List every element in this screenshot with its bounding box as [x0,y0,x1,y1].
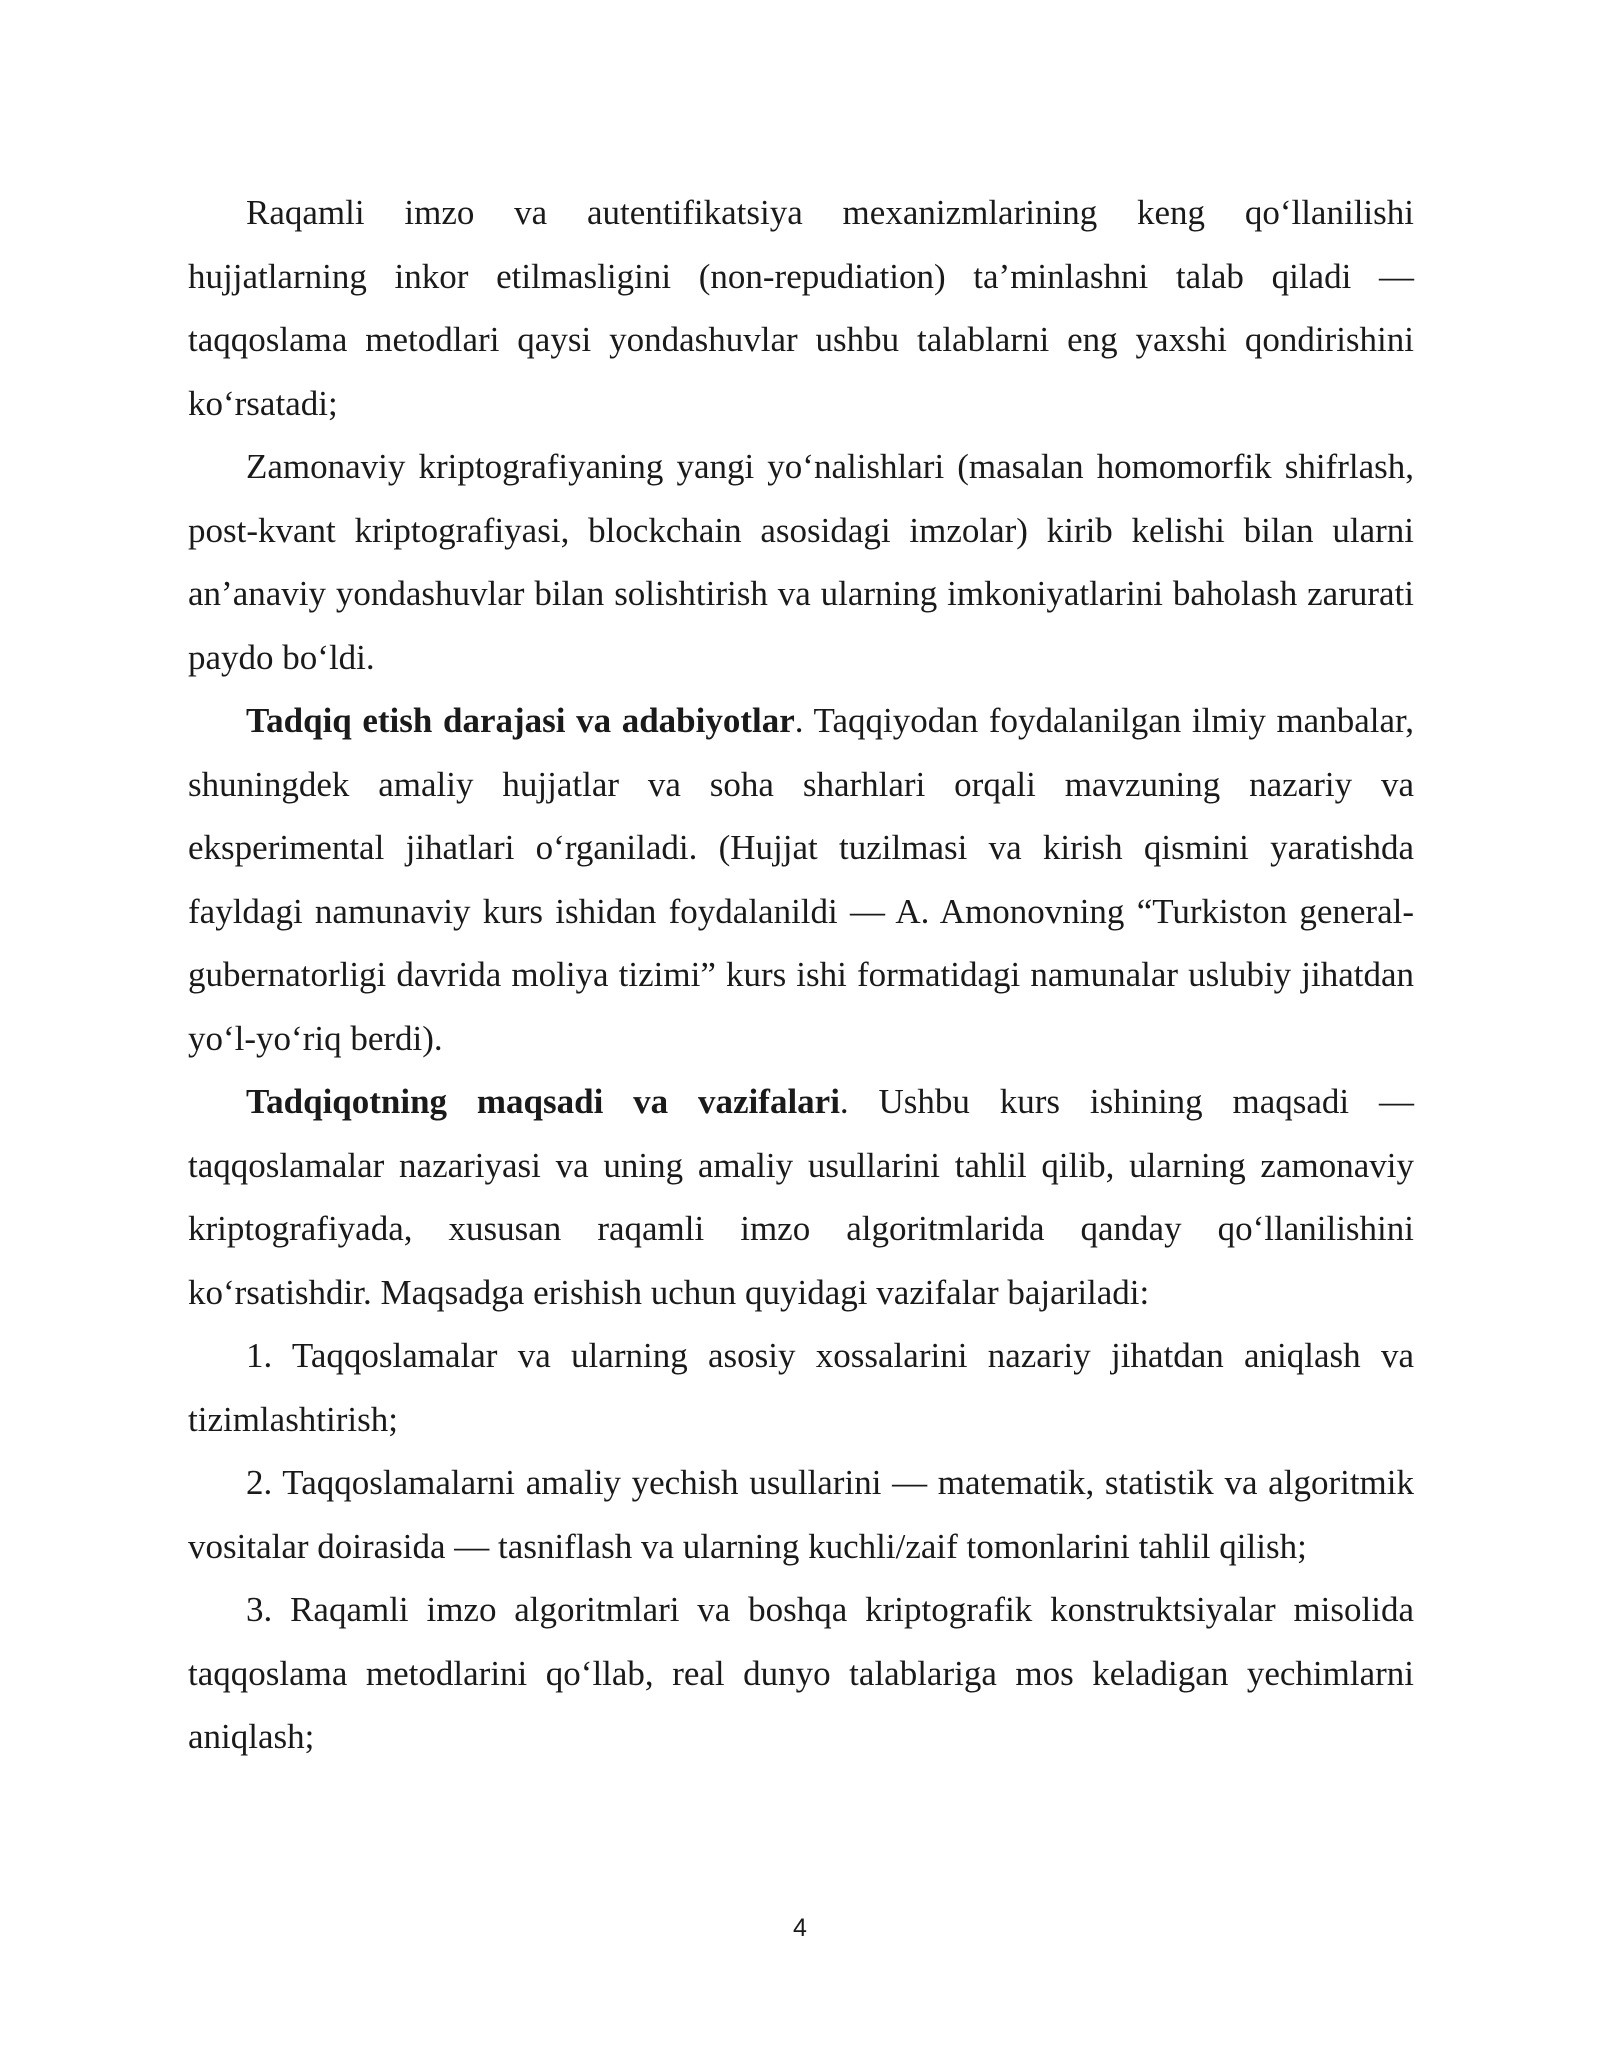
task-item-1 [188,1324,1414,1451]
paragraph-research-level [188,689,1414,1070]
page-number: 4 [793,1914,807,1942]
paragraph-text: Zamonaviy kriptografiyaning yangi yo‘nalishlari (masalan homomorfik shifrlash, post-kvant kriptografiyasi, blockchain asosidagi imzolar) kirib kelishi bilan ularni an’anaviy yondashuvlar bilan solishtirish va ularning imkoniyatlarini baholash zarurati paydo bo‘ldi. [188,447,1414,677]
paragraph-text: . Ushbu kurs ishining maqsadi — taqqoslamalar nazariyasi va uning amaliy usullarini tahlil qilib, ularning zamonaviy kriptografiyada, xususan raqamli imzo algoritmlarida qanday qo‘llanilishini ko‘rsatishdir. Maqsadga erishish uchun quyidagi vazifalar bajariladi: [188,1082,1414,1312]
task-text: 2. Taqqoslamalarni amaliy yechish usullarini — matematik, statistik va algoritmik vositalar doirasida — tasniflash va ularning kuchli/zaif tomonlarini tahlil qilish; [188,1463,1414,1566]
task-item-3 [188,1578,1414,1769]
body-text [188,181,1414,1769]
paragraph-text: Raqamli imzo va autentifikatsiya mexanizmlarining keng qo‘llanilishi hujjatlarning inkor etilmasligini (non-repudiation) ta’minlashni talab qiladi — taqqoslama metodlari qaysi yondashuvlar ushbu talablarni eng yaxshi qondirishini ko‘rsatadi; [188,193,1414,423]
task-text: 1. Taqqoslamalar va ularning asosiy xossalarini nazariy jihatdan aniqlash va tizimlashtirish; [188,1336,1414,1439]
section-heading-inline: Tadqiq etish darajasi va adabiyotlar [246,701,795,740]
section-heading-inline: Tadqiqotning maqsadi va vazifalari [246,1082,840,1121]
paragraph-text: . Taqqiyodan foydalanilgan ilmiy manbalar, shuningdek amaliy hujjatlar va soha sharhlari orqali mavzuning nazariy va eksperimental jihatlari o‘rganiladi. (Hujjat tuzilmasi va kirish qismini yaratishda fayldagi namunaviy kurs ishidan foydalanildi — A. Amonovning “Turkiston general-gubernatorligi davrida moliya tizimi” kurs ishi formatidagi namunalar uslubiy jihatdan yo‘l-yo‘riq berdi). [188,701,1414,1058]
paragraph-non-repudiation [188,181,1414,435]
task-text: 3. Raqamli imzo algoritmlari va boshqa kriptografik konstruktsiyalar misolida taqqoslama metodlarini qo‘llab, real dunyo talablariga mos keladigan yechimlarni aniqlash; [188,1590,1414,1756]
task-item-2 [188,1451,1414,1578]
paragraph-goals-tasks [188,1070,1414,1324]
paragraph-new-directions [188,435,1414,689]
